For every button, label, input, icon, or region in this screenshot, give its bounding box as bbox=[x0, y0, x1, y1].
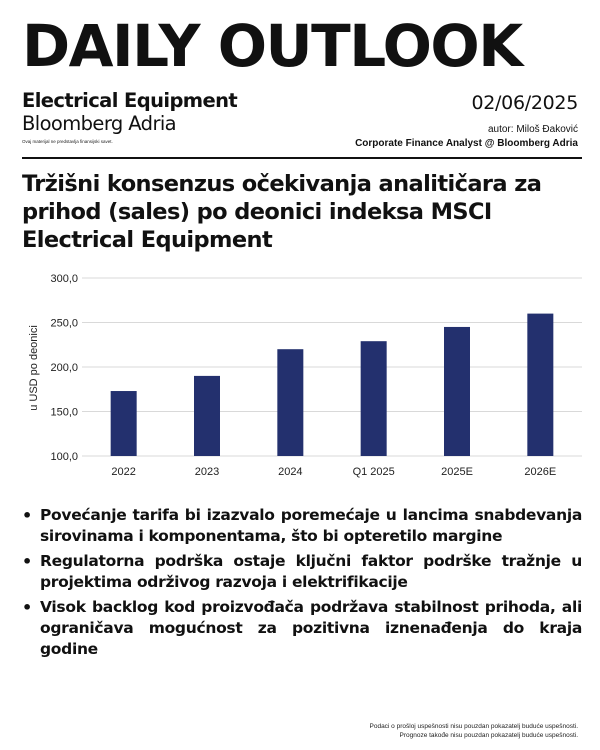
header-divider bbox=[22, 157, 582, 159]
bar-2025e bbox=[444, 327, 470, 456]
y-tick-label: 300,0 bbox=[50, 273, 78, 285]
y-tick-label: 100,0 bbox=[50, 451, 78, 463]
y-tick-label: 200,0 bbox=[50, 362, 78, 374]
bar-2026e bbox=[527, 314, 553, 456]
page-headline: Tržišni konsenzus očekivanja analitičara za prihod (sales) po deonici indeksa MSCI Electrical Equipment bbox=[22, 171, 542, 253]
sector-name: Electrical Equipment bbox=[22, 89, 238, 112]
bar-q1-2025 bbox=[361, 341, 387, 456]
bar-2022 bbox=[111, 391, 137, 456]
author-line: autor: Miloš Đaković bbox=[487, 124, 578, 135]
key-points-list bbox=[22, 505, 582, 664]
x-tick-label: 2022 bbox=[111, 466, 136, 478]
small-disclaimer: Ovaj materijal ne predstavlja finansijski savet. bbox=[22, 139, 113, 144]
x-tick-label: Q1 2025 bbox=[352, 466, 395, 478]
brand-name: Bloomberg Adria bbox=[22, 112, 177, 135]
bullet-dot-icon: • bbox=[22, 598, 32, 617]
footer-disclaimer bbox=[370, 722, 579, 740]
bullet-dot-icon: • bbox=[22, 506, 32, 525]
x-tick-label: 2026E bbox=[524, 466, 557, 478]
footer-line: Podaci o prošloj uspešnosti nisu pouzdan pokazatelj buduće uspešnosti. bbox=[369, 723, 578, 730]
x-tick-label: 2025E bbox=[441, 466, 473, 478]
x-tick-label: 2024 bbox=[278, 466, 303, 478]
bar-2024 bbox=[277, 349, 303, 456]
bullet-dot-icon: • bbox=[22, 552, 32, 571]
bullet-item: • Regulatorna podrška ostaje ključni faktor podrške tražnje u projektima održivog razvoja i elektrifikacije bbox=[22, 552, 582, 591]
footer-line: Prognoze takođe nisu pouzdan pokazatelj buduće uspešnosti. bbox=[399, 732, 578, 739]
bar-2023 bbox=[194, 376, 220, 456]
y-axis-label: u USD po deonici bbox=[28, 325, 40, 411]
bullet-item: • Povećanje tarifa bi izazvalo poremećaje u lancima snabdevanja sirovinama i komponentama, što bi opteretilo margine bbox=[22, 506, 582, 545]
x-tick-label: 2023 bbox=[194, 466, 220, 478]
author-role: Corporate Finance Analyst @ Bloomberg Adria bbox=[355, 138, 578, 149]
chart-svg bbox=[0, 262, 600, 487]
sales-per-share-chart bbox=[0, 262, 600, 487]
report-date: 02/06/2025 bbox=[471, 92, 578, 114]
y-tick-label: 150,0 bbox=[50, 406, 78, 419]
masthead-title: DAILY OUTLOOK bbox=[22, 12, 522, 80]
bullet-item: • Visok backlog kod proizvođača podržava stabilnost prihoda, ali ograničava mogućnost za pozitivna iznenađenja do kraja godine bbox=[22, 598, 582, 658]
y-tick-label: 250,0 bbox=[50, 317, 78, 330]
